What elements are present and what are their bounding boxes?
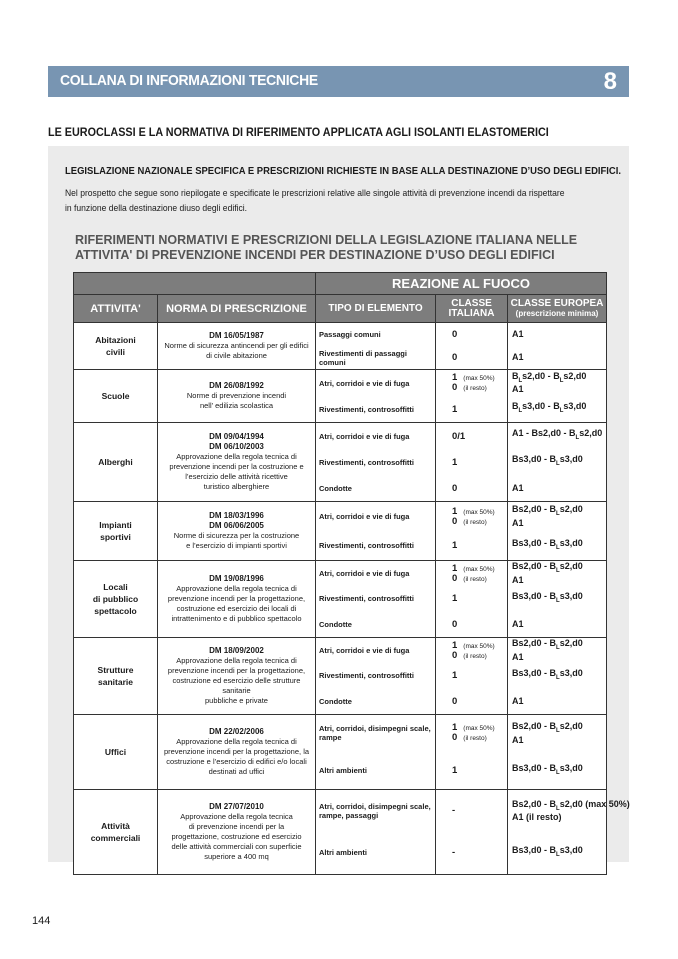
tipo-elemento-cell xyxy=(316,502,436,561)
classe-value-group xyxy=(452,586,503,611)
element-type: Atri, corridoi, disimpegni scale, rampe xyxy=(319,724,431,743)
classe-note: (max 50%) xyxy=(463,375,495,382)
element-type: Condotte xyxy=(319,696,352,706)
classe-value: 0 xyxy=(452,352,458,363)
classe-value-group xyxy=(452,423,503,449)
attivita-cell xyxy=(74,714,158,789)
classe-note: (il resto) xyxy=(463,575,487,583)
norma-cell xyxy=(158,423,316,502)
europea-value-group xyxy=(512,423,602,449)
europea-value: A1 xyxy=(512,329,524,339)
classe-value: 1 xyxy=(452,722,458,734)
classe-value: 0 xyxy=(452,515,458,527)
classe-note: (il resto) xyxy=(463,735,487,743)
element-type: Condotte xyxy=(319,483,352,493)
classe-note: (max 50%) xyxy=(463,642,495,650)
element-type: Altri ambienti xyxy=(319,848,367,858)
classe-value-group xyxy=(452,832,503,874)
attivita-line: Uffici xyxy=(104,746,127,757)
attivita-cell xyxy=(74,502,158,561)
dm-reference: DM 06/10/2003 xyxy=(209,442,264,451)
attivita-line: Impianti xyxy=(99,520,132,530)
norma-desc-line: prevenzione incendi per la progettazione, la xyxy=(163,746,310,756)
classe-value: 1 xyxy=(452,505,458,517)
norma-cell xyxy=(158,323,316,370)
classe-value-group xyxy=(452,449,503,475)
europea-value-group xyxy=(512,323,602,346)
page-number: 144 xyxy=(32,915,51,927)
europea-value: $B_Ls2,d0 - B_Ls2,d0$ xyxy=(512,370,587,384)
europea-value-group xyxy=(512,561,602,586)
attivita-line: Alberghi xyxy=(98,457,133,467)
page-heading: LE EUROCLASSI E LA NORMATIVA DI RIFERIMENTO APPLICATA AGLI ISOLANTI ELASTOMERICI xyxy=(48,125,549,139)
attivita-cell xyxy=(74,789,158,874)
classe-italiana-cell xyxy=(436,714,508,789)
classe-value: 0 xyxy=(452,482,458,494)
classe-value-group xyxy=(452,638,503,663)
classe-italiana-cell xyxy=(436,637,508,714)
attivita-cell xyxy=(74,561,158,638)
element-type: Rivestimenti di passaggi comuni xyxy=(319,348,407,367)
europea-value: A1 xyxy=(512,618,524,629)
classe-europea-cell xyxy=(508,502,607,561)
tipo-elemento-cell xyxy=(316,789,436,874)
tipo-elemento-cell xyxy=(316,637,436,714)
attivita-cell xyxy=(74,637,158,714)
classe-value-group xyxy=(452,790,503,832)
europea-value-group xyxy=(512,832,602,874)
classe-value: 0 xyxy=(452,329,458,340)
attivita-line: Locali xyxy=(103,581,128,592)
norma-desc-line: di civile abitazione xyxy=(206,351,267,360)
classe-note: (il resto) xyxy=(463,385,487,392)
table-row xyxy=(74,323,607,370)
norma-desc-line: e l’esercizio di impianti sportivi xyxy=(186,541,287,550)
tipo-elemento-cell xyxy=(316,714,436,789)
dm-reference: DM 22/02/2006 xyxy=(209,726,264,736)
norma-desc-line: Norme di sicurezza antincendi per gli edifici xyxy=(164,341,309,350)
classe-value: 0 xyxy=(452,618,458,630)
classe-value: 0 xyxy=(452,649,458,661)
classe-value-group xyxy=(452,346,503,369)
classe-value: 0 xyxy=(452,382,458,393)
attivita-cell xyxy=(74,423,158,502)
norma-desc-line: di prevenzione incendi per la xyxy=(188,821,285,831)
classe-note: (max 50%) xyxy=(463,725,495,733)
classe-value-group xyxy=(452,370,503,396)
europea-value-group xyxy=(512,663,602,688)
table-row xyxy=(74,714,607,789)
norma-desc-line: intrattenimento e di pubblico spettacolo xyxy=(171,613,302,623)
europea-value: $Bs2,d0 - B_Ls2,d0$ xyxy=(512,721,583,734)
attivita-line: Scuole xyxy=(101,391,130,401)
element-type: Rivestimenti, controsoffitti xyxy=(319,404,415,414)
classe-value-group xyxy=(452,715,503,752)
tipo-elemento-cell xyxy=(316,370,436,423)
classe-value-group xyxy=(452,323,503,346)
europea-value-group xyxy=(512,396,602,422)
classe-italiana-cell xyxy=(436,323,508,370)
attivita-line: civili xyxy=(106,347,125,357)
classe-italiana-cell xyxy=(436,502,508,561)
europea-value: $Bs2,d0 - B_Ls2,d0$ xyxy=(512,638,583,652)
classe-value-group xyxy=(452,502,503,531)
attivita-line: commerciali xyxy=(90,832,141,843)
classe-europea-cell xyxy=(508,714,607,789)
europea-value: A1 xyxy=(512,517,524,528)
element-type: Atri, corridoi e vie di fuga xyxy=(319,512,410,521)
norma-desc-line: Approvazione della regola tecnica di xyxy=(176,655,297,665)
classe-note: (il resto) xyxy=(463,652,487,660)
norma-cell xyxy=(158,502,316,561)
element-type: Rivestimenti, controsoffitti xyxy=(319,594,415,604)
classe-note: (max 50%) xyxy=(463,565,495,573)
norma-desc-line: destinati ad uffici xyxy=(208,766,265,776)
table-row xyxy=(74,789,607,874)
europea-value-group xyxy=(512,752,602,789)
classe-italiana-cell xyxy=(436,789,508,874)
table-row xyxy=(74,423,607,502)
tipo-elemento-cell xyxy=(316,561,436,638)
element-type: Atri, corridoi e vie di fuga xyxy=(319,431,410,441)
dm-reference: DM 06/06/2005 xyxy=(209,521,264,530)
classe-italiana-cell xyxy=(436,423,508,502)
section-title-line: ATTIVITA' DI PREVENZIONE INCENDI PER DESTINAZIONE D’USO DEGLI EDIFICI xyxy=(75,248,555,262)
classe-value: 1 xyxy=(452,456,458,468)
classe-europea-cell xyxy=(508,561,607,638)
classe-value: 1 xyxy=(452,562,458,574)
norma-desc-line: costruzione ed esercizio delle strutture sanitarie xyxy=(172,675,301,695)
series-title: COLLANA DI INFORMAZIONI TECNICHE xyxy=(60,72,318,89)
norma-desc-line: Approvazione della regola tecnica xyxy=(180,811,293,821)
table-row xyxy=(74,502,607,561)
intro-line: Nel prospetto che segue sono riepilogate e specificate le prescrizioni relative alle singole attività di prevenzione incendi da rispettare xyxy=(65,188,565,199)
table-row xyxy=(74,370,607,423)
classe-europea-cell xyxy=(508,370,607,423)
classe-value-group xyxy=(452,689,503,714)
classe-europea-cell xyxy=(508,789,630,874)
norma-cell xyxy=(158,789,316,874)
classe-europea-cell xyxy=(508,423,607,502)
dm-reference: DM 18/09/2002 xyxy=(209,645,264,655)
classe-value-group xyxy=(452,561,503,586)
classe-value-group xyxy=(452,475,503,501)
panel-subheading: LEGISLAZIONE NAZIONALE SPECIFICA E PRESCRIZIONI RICHIESTE IN BASE ALLA DESTINAZIONE D’USO DEGLI EDIFICI. xyxy=(65,165,622,177)
europea-value-group xyxy=(512,586,602,611)
intro-text xyxy=(65,186,587,216)
element-type: Atri, corridoi e vie di fuga xyxy=(319,378,410,388)
attivita-line: Attività xyxy=(101,820,130,831)
norma-desc-line: pubbliche e private xyxy=(205,695,268,705)
norma-desc-line: turistico alberghiere xyxy=(203,482,270,491)
classe-italiana-cell xyxy=(436,561,508,638)
norma-desc-line: costruzione ed esercizio dei locali di xyxy=(176,603,297,613)
classe-value: 0 xyxy=(452,695,458,707)
europea-value: $Bs3,d0 - B_Ls3,d0$ xyxy=(512,591,583,604)
europea-value-group xyxy=(512,715,602,752)
europea-value-group xyxy=(512,502,602,531)
europea-value: A1 xyxy=(512,482,524,493)
norma-desc-line: prevenzione incendi per la progettazione, xyxy=(167,665,306,675)
tipo-elemento-cell xyxy=(316,423,436,502)
attivita-line: Abitazioni xyxy=(95,335,136,345)
classe-value: - xyxy=(452,805,456,817)
classe-value: 0 xyxy=(452,732,458,744)
europea-value: A1 (il resto) xyxy=(512,812,562,823)
norma-desc-line: progettazione, costruzione ed esercizio xyxy=(171,831,302,841)
element-type: Condotte xyxy=(319,619,352,629)
header-banner xyxy=(48,66,629,97)
europea-value: A1 xyxy=(512,652,524,663)
attivita-line: sanitarie xyxy=(98,676,133,687)
europea-value-group xyxy=(512,449,602,475)
section-title xyxy=(75,233,635,263)
element-type: Passaggi comuni xyxy=(319,330,381,339)
section-title-line: RIFERIMENTI NORMATIVI E PRESCRIZIONI DELLA LEGISLAZIONE ITALIANA NELLE xyxy=(75,233,578,247)
classe-value: 1 xyxy=(452,670,458,682)
europea-value-group xyxy=(512,790,630,832)
tipo-elemento-cell xyxy=(316,323,436,370)
col-norma: NORMA DI PRESCRIZIONE xyxy=(158,295,316,323)
element-type: Altri ambienti xyxy=(319,765,367,775)
attivita-cell xyxy=(74,323,158,370)
norma-desc-line: Norme di sicurezza per la costruzione xyxy=(173,531,300,540)
classe-note: (il resto) xyxy=(463,518,487,526)
attivita-line: spettacolo xyxy=(94,605,137,616)
europea-value: $Bs3,d0 - B_Ls3,d0$ xyxy=(512,762,583,776)
dm-reference: DM 16/05/1987 xyxy=(209,331,264,340)
norma-cell xyxy=(158,370,316,423)
element-type: Rivestimenti, controsoffitti xyxy=(319,541,415,550)
classe-value: 1 xyxy=(452,372,458,383)
col-tipo: TIPO DI ELEMENTO xyxy=(316,295,436,323)
europea-value: A1 xyxy=(512,734,524,745)
europea-value-group xyxy=(512,689,602,714)
europea-value: $A1 - Bs2,d0 - B_Ls2,d0$ xyxy=(512,428,603,441)
intro-line: in funzione della destinazione diuso degli edifici. xyxy=(65,203,248,214)
classe-value-group xyxy=(452,663,503,688)
norma-desc-line: delle attività commerciali con superficie xyxy=(171,841,302,851)
europea-value-group xyxy=(512,531,602,560)
classe-value: - xyxy=(452,847,456,859)
classe-value: 1 xyxy=(452,403,458,415)
element-type: Rivestimenti, controsoffitti xyxy=(319,671,415,681)
europea-value: A1 xyxy=(512,695,524,706)
norma-desc-line: Norme di prevenzione incendi xyxy=(186,391,287,400)
element-type: Rivestimenti, controsoffitti xyxy=(319,457,415,467)
reazione-al-fuoco-header: REAZIONE AL FUOCO xyxy=(316,273,607,295)
dm-reference: DM 27/07/2010 xyxy=(209,801,264,811)
europea-value-group xyxy=(512,346,602,369)
norma-desc-line: nell’ edilizia scolastica xyxy=(199,401,274,410)
europea-value-group xyxy=(512,370,602,396)
classe-value-group xyxy=(452,531,503,560)
norma-desc-line: Approvazione della regola tecnica di xyxy=(176,583,297,593)
europea-value: $Bs3,d0 - B_Ls3,d0$ xyxy=(512,537,583,551)
dm-reference: DM 18/03/1996 xyxy=(209,511,264,520)
europea-value: $B_Ls3,d0 - B_Ls3,d0$ xyxy=(512,401,587,414)
table-row xyxy=(74,637,607,714)
classe-value: 1 xyxy=(452,764,458,776)
classe-value: 1 xyxy=(452,639,458,651)
europea-value: $Bs2,d0 - B_Ls2,d0$ xyxy=(512,504,583,517)
norma-desc-line: Approvazione della regola tecnica di xyxy=(176,452,297,461)
chapter-number: 8 xyxy=(603,68,617,95)
norma-cell xyxy=(158,714,316,789)
classe-value: 1 xyxy=(452,540,458,551)
europea-value: A1 xyxy=(512,384,524,395)
classe-italiana-cell xyxy=(436,370,508,423)
attivita-cell xyxy=(74,370,158,423)
attivita-line: di pubblico xyxy=(92,593,139,604)
dm-reference: DM 19/08/1996 xyxy=(209,573,264,583)
norma-desc-line: prevenzione incendi per la progettazione, xyxy=(167,593,306,603)
classe-value: 0/1 xyxy=(452,430,466,442)
europea-value: $Bs3,d0 - B_Ls3,d0$ xyxy=(512,454,583,467)
europea-value: A1 xyxy=(512,352,524,362)
attivita-line: Strutture xyxy=(97,664,134,675)
europea-value: $Bs2,d0 - B_Ls2,d0$ xyxy=(512,561,583,575)
col-classe-italiana-1: CLASSE xyxy=(451,297,492,309)
norma-cell xyxy=(158,561,316,638)
col-attivita: ATTIVITA' xyxy=(74,295,158,323)
classe-value-group xyxy=(452,612,503,637)
header-blank xyxy=(74,273,316,295)
europea-value-group xyxy=(512,612,602,637)
col-classe-italiana-2: ITALIANA xyxy=(448,307,495,319)
col-classe-europea-label: CLASSE EUROPEA xyxy=(510,297,604,309)
element-type: Atri, corridoi e vie di fuga xyxy=(319,569,410,579)
col-classe-europea xyxy=(508,295,607,323)
europea-value: A1 xyxy=(512,575,524,586)
col-classe-italiana xyxy=(436,295,508,323)
europea-value: $Bs3,d0 - B_Ls3,d0$ xyxy=(512,668,583,681)
attivita-line: sportivi xyxy=(100,532,131,542)
norma-desc-line: Approvazione della regola tecnica di xyxy=(176,736,297,746)
element-type: Atri, corridoi e vie di fuga xyxy=(319,646,410,656)
europea-value: $Bs3,d0 - B_Ls3,d0$ xyxy=(512,845,583,858)
europea-value-group xyxy=(512,475,602,501)
dm-reference: DM 09/04/1994 xyxy=(209,432,264,441)
table-row xyxy=(74,561,607,638)
norma-desc-line: superiore a 400 mq xyxy=(204,851,269,861)
content-panel xyxy=(48,146,629,862)
norma-desc-line: prevenzione incendi per la costruzione e xyxy=(169,462,304,471)
classe-note: (max 50%) xyxy=(463,508,495,516)
classe-value-group xyxy=(452,752,503,789)
norma-desc-line: costruzione e l’esercizio di edifici e/o locali xyxy=(166,756,307,766)
norma-cell xyxy=(158,637,316,714)
classe-europea-cell xyxy=(508,637,607,714)
europea-value: $Bs2,d0 - B_Ls2,d0$ (max 50%) xyxy=(512,798,630,812)
classe-value: 1 xyxy=(452,593,458,605)
classe-value: 0 xyxy=(452,572,458,584)
dm-reference: DM 26/08/1992 xyxy=(209,381,264,390)
regulation-table xyxy=(73,272,630,875)
element-type: Atri, corridoi, disimpegni scale, rampe, passaggi xyxy=(319,801,431,820)
col-classe-europea-note: (prescrizione minima) xyxy=(515,308,599,318)
norma-desc-line: l’esercizio delle attività ricettive xyxy=(185,472,288,481)
europea-value-group xyxy=(512,638,602,663)
classe-europea-cell xyxy=(508,323,607,370)
classe-value-group xyxy=(452,396,503,422)
